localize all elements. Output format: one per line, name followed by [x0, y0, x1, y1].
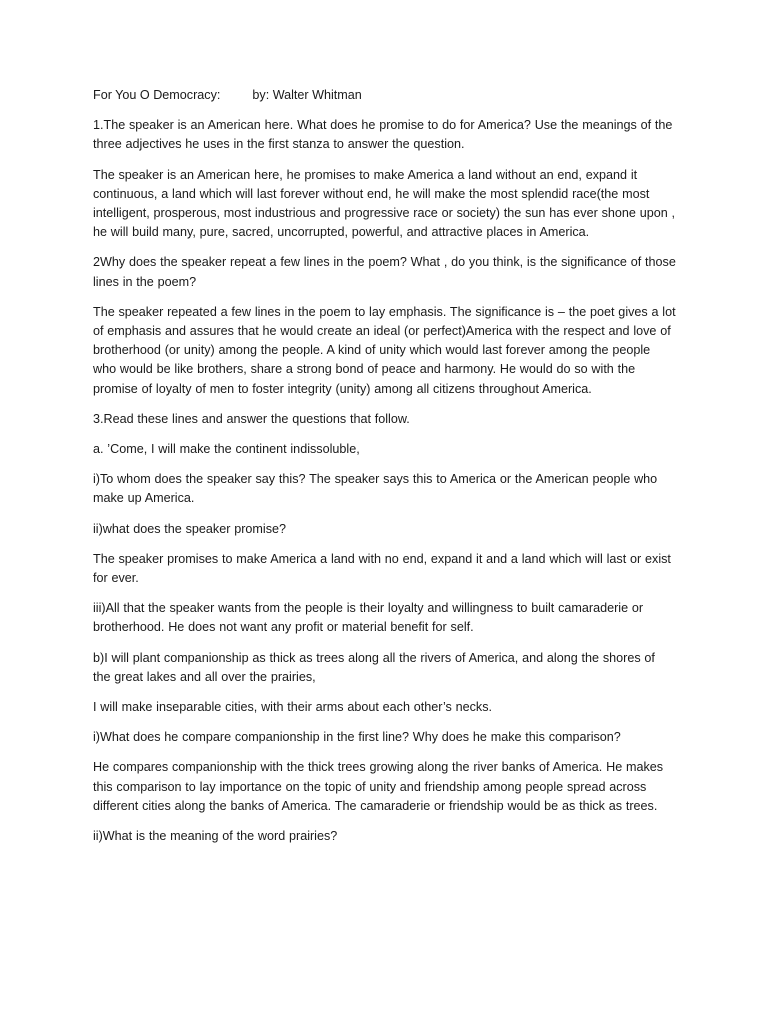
document-header	[93, 86, 676, 105]
question-a-i: i)To whom does the speaker say this? The speaker says this to America or the American people who make up America.	[93, 472, 658, 506]
question-2: 2Why does the speaker repeat a few lines in the poem? What , do you think, is the significance of those lines in the poem?	[93, 255, 676, 289]
question-1: 1.The speaker is an American here. What does he promise to do for America? Use the meanings of the three adjectives he uses in the first stanza to answer the question.	[93, 118, 673, 152]
question-b-i: i)What does he compare companionship in the first line? Why does he make this comparison?	[93, 730, 621, 745]
quote-a: a. ’Come, I will make the continent indissoluble,	[93, 442, 360, 457]
poem-author: by: Walter Whitman	[252, 88, 362, 102]
question-a-ii: ii)what does the speaker promise?	[93, 521, 287, 536]
question-3-intro: 3.Read these lines and answer the questions that follow.	[93, 411, 410, 426]
question-b-ii: ii)What is the meaning of the word prairies?	[93, 829, 338, 844]
quote-b-line-1: b)I will plant companionship as thick as trees along all the rivers of America, and along the shores of the great lakes and all over the prairies,	[93, 650, 655, 684]
answer-a-iii: iii)All that the speaker wants from the people is their loyalty and willingness to built camaraderie or brotherhood. He does not want any profit or material benefit for self.	[93, 601, 644, 635]
answer-a-ii: The speaker promises to make America a land with no end, expand it and a land which will last or exist for ever.	[93, 551, 671, 586]
poem-title: For You O Democracy:	[93, 88, 221, 102]
answer-b-i: He compares companionship with the thick trees growing along the river banks of America. He makes this comparison to lay importance on the topic of unity and friendship among people spread across different cities along the banks of America. The camaraderie or friendship would be as thick as trees.	[93, 760, 664, 813]
quote-b-line-2: I will make inseparable cities, with their arms about each other’s necks.	[93, 700, 493, 715]
answer-2: The speaker repeated a few lines in the poem to lay emphasis. The significance is – the poet gives a lot of emphasis and assures that he would create an ideal (or perfect)America with the respect and love of brotherhood (or unity) among the people. A kind of unity which would last forever among the people who would be like brothers, share a strong bond of peace and harmony. He would do so with the promise of loyalty of men to foster integrity (unity) among all citizens throughout America.	[93, 304, 676, 396]
document-body	[93, 86, 676, 857]
answer-1: The speaker is an American here, he promises to make America a land without an end, expand it continuous, a land which will last forever without end, he will make the most splendid race(the most intelligent, prosperous, most industrious and progressive race or society) the sun has ever shone upon , he will build many, pure, sacred, uncorrupted, powerful, and attractive places in America.	[93, 167, 676, 240]
